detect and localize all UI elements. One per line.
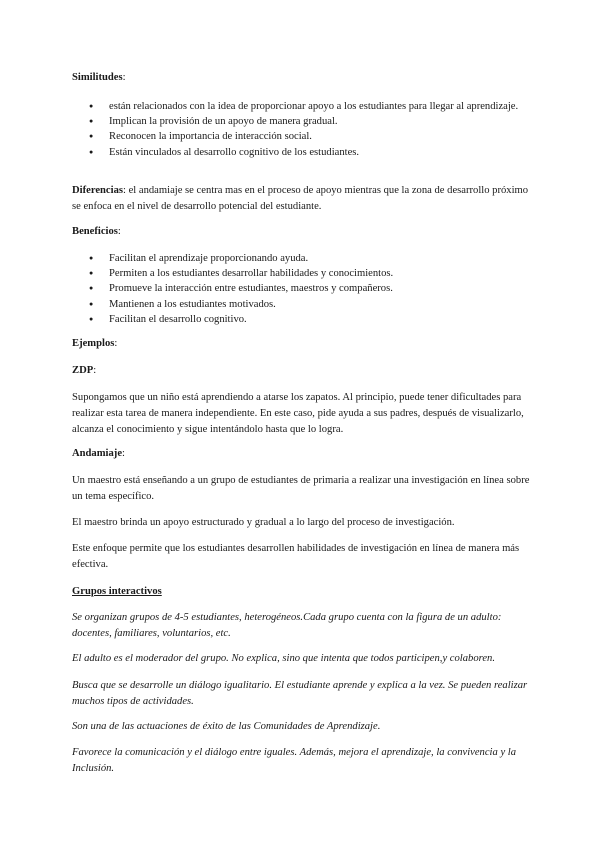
list-item: ● Mantienen a los estudiantes motivados. <box>72 297 532 312</box>
zdp-paragraph: Supongamos que un niño está aprendiendo a atarse los zapatos. Al principio, puede tener dificultades para realizar esta tarea de manera independiente. En este caso, pide ayuda a sus padres, después de visualizarlo, alcanza el conocimiento y sigue intentándolo hasta que lo logra. <box>72 392 524 435</box>
list-item: ● Facilitan el desarrollo cognitivo. <box>72 312 532 327</box>
similitudes-heading: Similitudes: <box>72 72 126 83</box>
grupos-paragraph-3: Busca que se desarrolle un diálogo igualitario. El estudiante aprende y explica a la vez. Se pueden realizar muchos tipos de actividades. <box>72 680 528 707</box>
andamiaje-heading: Andamiaje: <box>72 448 125 459</box>
grupos-paragraph-5: Favorece la comunicación y el diálogo entre iguales. Además, mejora el aprendizaje, la convivencia y la Inclusión. <box>72 747 517 774</box>
beneficios-heading: Beneficios: <box>72 226 121 237</box>
list-item: ● Implican la provisión de un apoyo de manera gradual. <box>72 114 532 129</box>
grupos-paragraph-1: Se organizan grupos de 4-5 estudiantes, heterogéneos.Cada grupo cuenta con la figura de un adulto: docentes, familiares, voluntarios, etc. <box>72 612 502 639</box>
andamiaje-paragraph-1: Un maestro está enseñando a un grupo de estudiantes de primaria a realizar una investigación en línea sobre un tema específico. <box>72 475 530 502</box>
beneficios-list <box>72 251 532 327</box>
grupos-paragraph-4: Son una de las actuaciones de éxito de las Comunidades de Aprendizaje. <box>72 721 381 732</box>
grupos-heading: Grupos interactivos <box>72 586 162 597</box>
zdp-heading: ZDP: <box>72 365 97 376</box>
list-item: ● Promueve la interacción entre estudiantes, maestros y compañeros. <box>72 281 532 296</box>
list-item: ● Están vinculados al desarrollo cognitivo de los estudiantes. <box>72 145 532 160</box>
list-item: ● están relacionados con la idea de proporcionar apoyo a los estudiantes para llegar al aprendizaje. <box>72 99 532 114</box>
similitudes-list <box>72 99 532 160</box>
diferencias-heading: Diferencias <box>72 185 123 196</box>
list-item: ● Reconocen la importancia de interacción social. <box>72 129 532 144</box>
andamiaje-paragraph-2: El maestro brinda un apoyo estructurado y gradual a lo largo del proceso de investigación. <box>72 517 455 528</box>
andamiaje-paragraph-3: Este enfoque permite que los estudiantes desarrollen habilidades de investigación en línea de manera más efectiva. <box>72 543 520 570</box>
grupos-paragraph-2: El adulto es el moderador del grupo. No explica, sino que intenta que todos participen,y colaboren. <box>72 653 495 664</box>
ejemplos-heading: Ejemplos: <box>72 338 118 349</box>
list-item: ● Facilitan el aprendizaje proporcionando ayuda. <box>72 251 532 266</box>
list-item: ● Permiten a los estudiantes desarrollar habilidades y conocimientos. <box>72 266 532 281</box>
diferencias-paragraph: Diferencias: el andamiaje se centra mas en el proceso de apoyo mientras que la zona de desarrollo próximo se enfoca en el nivel de desarrollo potencial del estudiante. <box>72 185 529 212</box>
